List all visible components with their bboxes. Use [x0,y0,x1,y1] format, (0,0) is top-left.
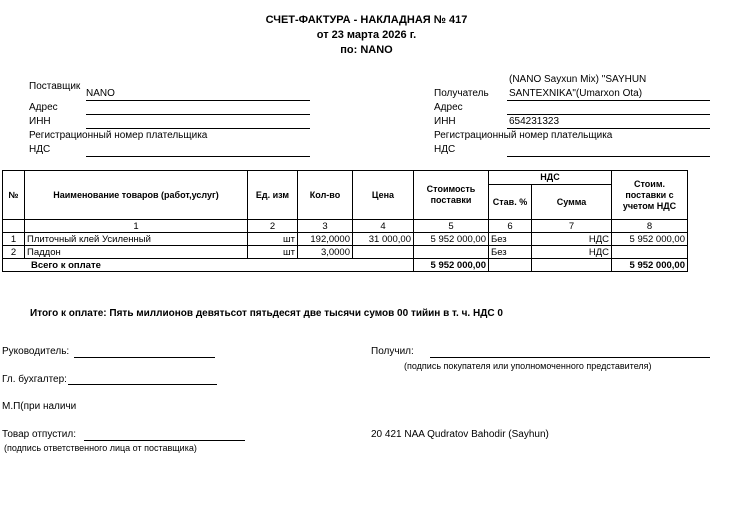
colnum-7: 7 [532,220,612,233]
header-price: Цена [353,171,414,220]
recipient-inn-value: 654231323 [509,116,560,127]
row-price [353,246,414,259]
receiver-name: 20 421 NAA Qudratov Bahodir (Sayhun) [371,429,549,440]
header-unit: Ед. изм [248,171,298,220]
recipient-inn-line [507,128,710,129]
total-empty-rate [489,259,532,272]
row-cost: 5 952 000,00 [414,233,489,246]
row-name: Плиточный клей Усиленный [25,233,248,246]
document-date: от 23 марта 2026 г. [316,29,417,41]
document-title: СЧЕТ-ФАКТУРА - НАКЛАДНАЯ № 417 [265,14,468,26]
row-qty: 192,0000 [298,233,353,246]
recipient-reg-label: Регистрационный номер плательщика [434,130,613,141]
row-unit: шт [248,233,298,246]
colnum-8: 8 [612,220,688,233]
supplier-inn-label: ИНН [29,116,51,127]
total-total: 5 952 000,00 [612,259,688,272]
recipient-inn-label: ИНН [434,116,456,127]
received-note: (подпись покупателя или уполномоченного представителя) [404,361,652,371]
supplier-value: NANO [86,88,115,99]
recipient-label: Получатель [434,88,489,99]
row-rate: Без [489,233,532,246]
recipient-value-2: SANTEXNIKA"(Umarxon Ota) [509,88,643,99]
director-label: Руководитель: [2,346,70,357]
table-total-row [3,259,688,272]
colnum-4: 4 [353,220,414,233]
row-total: 5 952 000,00 [612,233,688,246]
header-nds: НДС [489,171,612,185]
header-total-nds: Стоим. поставки с учетом НДС [612,171,688,220]
released-line [84,440,245,441]
recipient-address-label: Адрес [434,102,463,113]
row-sum: НДС [532,233,612,246]
supplier-address-line [86,114,310,115]
row-price: 31 000,00 [353,233,414,246]
header-qty: Кол-во [298,171,353,220]
header-num: № [3,171,25,220]
received-label: Получил: [371,346,414,357]
row-cost [414,246,489,259]
supplier-nds-label: НДС [29,144,51,155]
table-header-row [3,171,688,185]
table-row [3,246,688,259]
recipient-nds-label: НДС [434,144,456,155]
row-sum: НДС [532,246,612,259]
row-unit: шт [248,246,298,259]
invoice-table [2,170,688,272]
recipient-value-1: (NANO Sayxun Mix) "SAYHUN [509,74,647,85]
header-cost: Стоимость поставки [414,171,489,220]
header-name: Наименование товаров (работ,услуг) [25,171,248,220]
accountant-label: Гл. бухгалтер: [2,374,67,385]
row-qty: 3,0000 [298,246,353,259]
row-num: 1 [3,233,25,246]
released-label: Товар отпустил: [2,429,76,440]
row-num: 2 [3,246,25,259]
supplier-inn-line [86,128,310,129]
supplier-label: Поставщик [29,81,81,92]
total-cost: 5 952 000,00 [414,259,489,272]
supplier-reg-label: Регистрационный номер плательщика [29,130,208,141]
row-total [612,246,688,259]
table-colnum-row [3,220,688,233]
row-name: Паддон [25,246,248,259]
received-line [430,357,710,358]
table-row [3,233,688,246]
colnum-6: 6 [489,220,532,233]
colnum-2: 2 [248,220,298,233]
recipient-nds-line [507,156,710,157]
document-by: по: NANO [340,44,393,56]
header-sum: Сумма [532,185,612,220]
row-rate: Без [489,246,532,259]
recipient-line [507,100,710,101]
director-line [74,357,215,358]
recipient-address-line [507,114,710,115]
colnum-5: 5 [414,220,489,233]
colnum-1: 1 [25,220,248,233]
supplier-line [86,100,310,101]
accountant-line [68,384,217,385]
total-label: Всего к оплате [3,259,414,272]
total-empty-sum [532,259,612,272]
summary-text: Итого к оплате: Пять миллионов девятьсот пятьдесят две тысячи сумов 00 тийин в т. ч. НДС 0 [30,308,503,319]
header-rate: Став. % [489,185,532,220]
released-note: (подпись ответственного лица от поставщика) [4,443,197,453]
supplier-address-label: Адрес [29,102,58,113]
colnum-3: 3 [298,220,353,233]
supplier-nds-line [86,156,310,157]
stamp-label: М.П(при наличи [2,401,77,412]
colnum-empty [3,220,25,233]
